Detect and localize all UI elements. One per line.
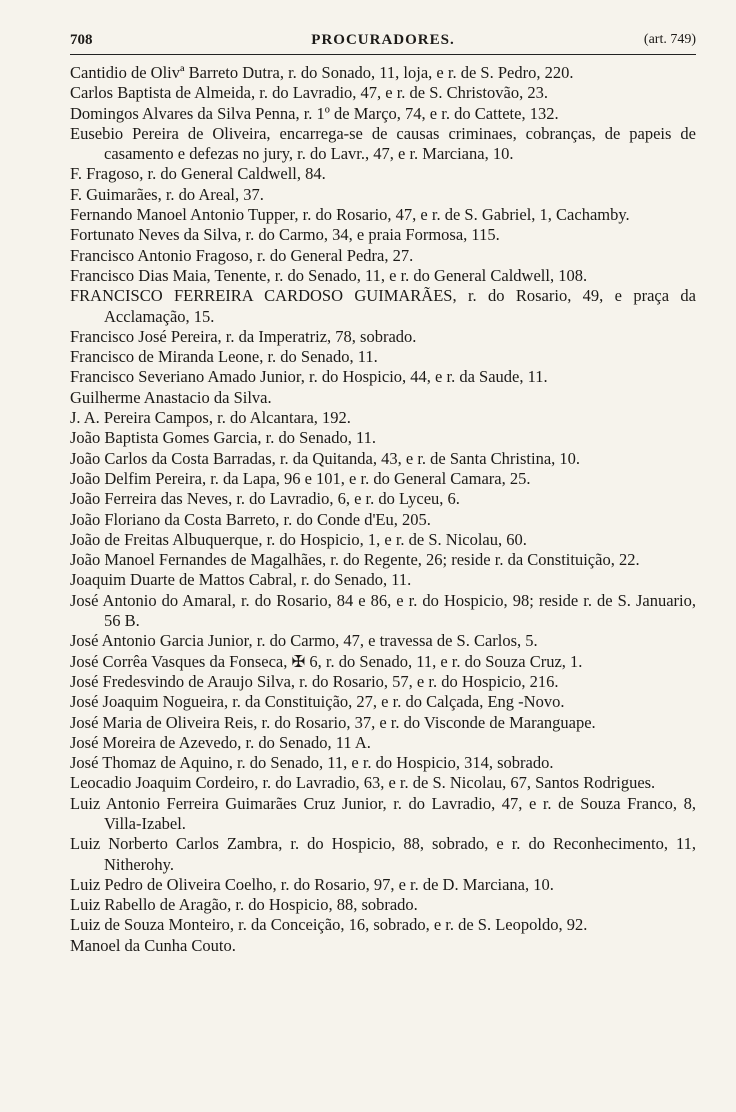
- list-item: Luiz Pedro de Oliveira Coelho, r. do Rosario, 97, e r. de D. Marciana, 10.: [70, 874, 554, 894]
- list-item: Francisco Severiano Amado Junior, r. do Hospicio, 44, e r. da Saude, 11.: [70, 367, 548, 387]
- list-item: João Ferreira das Neves, r. do Lavradio, 6, e r. do Lyceu, 6.: [70, 489, 460, 509]
- list-item: João Delfim Pereira, r. da Lapa, 96 e 101, e r. do General Camara, 25.: [70, 468, 531, 488]
- list-item: João Floriano da Costa Barreto, r. do Conde d'Eu, 205.: [70, 509, 431, 529]
- list-item: F. Fragoso, r. do General Caldwell, 84.: [70, 164, 326, 184]
- list-item: J. A. Pereira Campos, r. do Alcantara, 192.: [70, 408, 351, 428]
- list-item: Fernando Manoel Antonio Tupper, r. do Rosario, 47, e r. de S. Gabriel, 1, Cachamby.: [70, 205, 630, 225]
- list-item: Domingos Alvares da Silva Penna, r. 1º de Março, 74, e r. do Cattete, 132.: [70, 103, 559, 123]
- list-item: Joaquim Duarte de Mattos Cabral, r. do Senado, 11.: [70, 570, 412, 590]
- entry-list: [70, 63, 696, 956]
- list-item: Fortunato Neves da Silva, r. do Carmo, 34, e praia Formosa, 115.: [70, 225, 500, 245]
- page-header: [70, 30, 696, 55]
- list-item: José Joaquim Nogueira, r. da Constituição, 27, e r. do Calçada, Eng -Novo.: [70, 692, 565, 712]
- list-item: José Fredesvindo de Araujo Silva, r. do Rosario, 57, e r. do Hospicio, 216.: [70, 671, 559, 691]
- list-item: José Antonio do Amaral, r. do Rosario, 84 e 86, e r. do Hospicio, 98; reside r. de S. Januario, 56 B.: [70, 590, 696, 631]
- list-item: João Carlos da Costa Barradas, r. da Quitanda, 43, e r. de Santa Christina, 10.: [70, 448, 581, 468]
- section-title: PROCURADORES.: [311, 32, 455, 48]
- list-item: Guilherme Anastacio da Silva.: [70, 387, 272, 407]
- list-item: Carlos Baptista de Almeida, r. do Lavradio, 47, e r. de S. Christovão, 23.: [70, 83, 548, 103]
- list-item: Luiz Norberto Carlos Zambra, r. do Hospicio, 88, sobrado, e r. do Reconhecimento, 11, Nitherohy.: [70, 834, 696, 874]
- list-item: FRANCISCO FERREIRA CARDOSO GUIMARÃES, r. do Rosario, 49, e praça da Acclamação, 15.: [70, 286, 696, 326]
- list-item: José Moreira de Azevedo, r. do Senado, 11 A.: [70, 732, 371, 752]
- list-item: Francisco José Pereira, r. da Imperatriz, 78, sobrado.: [70, 326, 417, 346]
- list-item: José Corrêa Vasques da Fonseca, ✠ 6, r. do Senado, 11, e r. do Souza Cruz, 1.: [70, 651, 583, 671]
- list-item: João de Freitas Albuquerque, r. do Hospicio, 1, e r. de S. Nicolau, 60.: [70, 529, 527, 549]
- list-item: José Maria de Oliveira Reis, r. do Rosario, 37, e r. do Visconde de Maranguape.: [70, 712, 596, 732]
- list-item: Francisco Antonio Fragoso, r. do General Pedra, 27.: [70, 245, 414, 265]
- list-item: Luiz de Souza Monteiro, r. da Conceição, 16, sobrado, e r. de S. Leopoldo, 92.: [70, 915, 588, 935]
- list-item: Francisco de Miranda Leone, r. do Senado, 11.: [70, 347, 378, 367]
- list-item: João Baptista Gomes Garcia, r. do Senado, 11.: [70, 428, 376, 448]
- page-number: 708: [70, 32, 93, 48]
- list-item: Cantidio de Olivª Barreto Dutra, r. do Sonado, 11, loja, e r. de S. Pedro, 220.: [70, 63, 574, 82]
- list-item: Leocadio Joaquim Cordeiro, r. do Lavradio, 63, e r. de S. Nicolau, 67, Santos Rodrigues.: [70, 773, 656, 793]
- list-item: Luiz Rabello de Aragão, r. do Hospicio, 88, sobrado.: [70, 895, 418, 915]
- list-item: F. Guimarães, r. do Areal, 37.: [70, 184, 264, 204]
- article-reference: (art. 749): [643, 32, 696, 47]
- list-item: José Thomaz de Aquino, r. do Senado, 11, e r. do Hospicio, 314, sobrado.: [70, 753, 554, 773]
- list-item: Francisco Dias Maia, Tenente, r. do Senado, 11, e r. do General Caldwell, 108.: [70, 265, 588, 285]
- list-item: Manoel da Cunha Couto.: [70, 935, 236, 955]
- list-item: Eusebio Pereira de Oliveira, encarrega-se de causas criminaes, cobranças, de papeis de casamento e defezas no jury, r. do Lavr., 47, e r. Marciana, 10.: [70, 123, 696, 164]
- list-item: José Antonio Garcia Junior, r. do Carmo, 47, e travessa de S. Carlos, 5.: [70, 631, 538, 651]
- list-item: João Manoel Fernandes de Magalhães, r. do Regente, 26; reside r. da Constituição, 22.: [70, 550, 640, 570]
- list-item: Luiz Antonio Ferreira Guimarães Cruz Junior, r. do Lavradio, 47, e r. de Souza Franco, 8, Villa-Izabel.: [70, 793, 696, 833]
